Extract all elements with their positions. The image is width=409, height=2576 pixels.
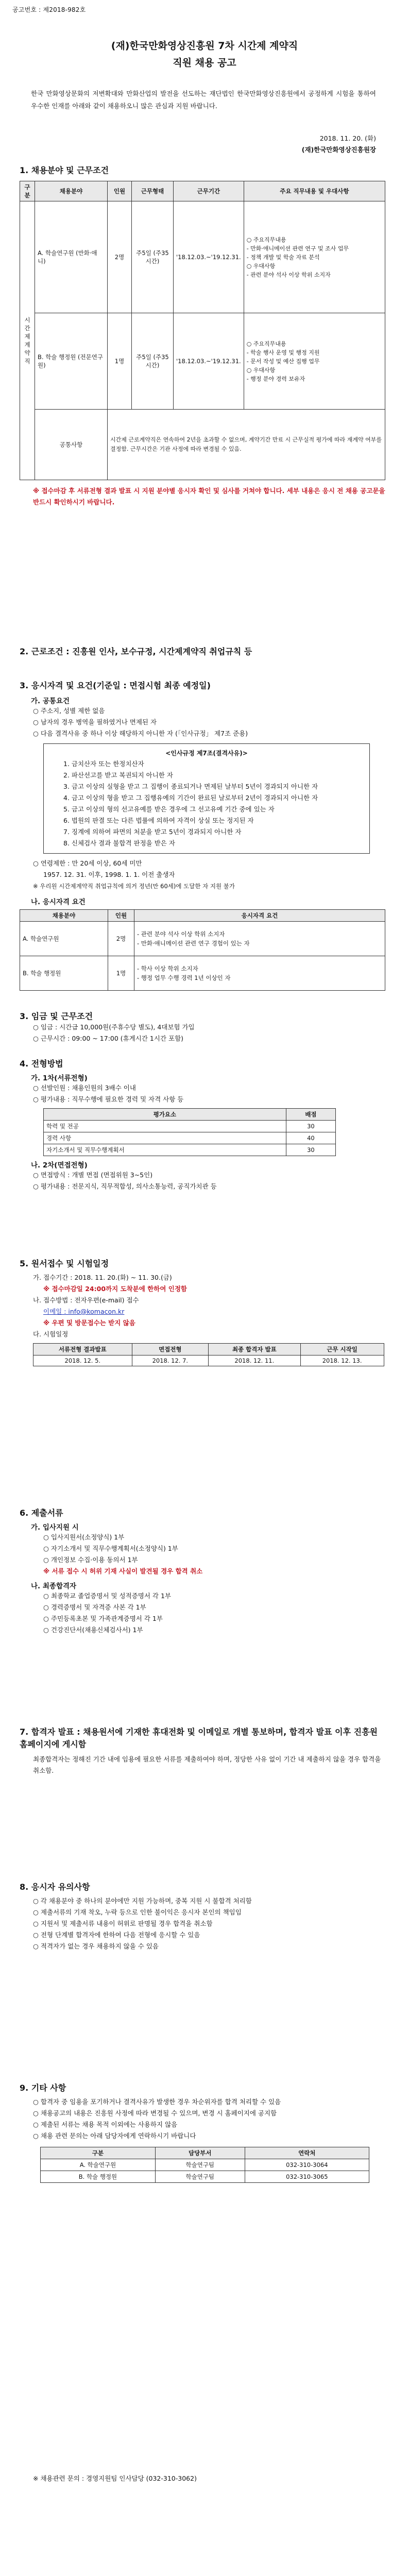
- apply-email-link[interactable]: 이메일 : info@komacon.kr: [43, 1308, 125, 1315]
- count-cell: 1명: [108, 956, 134, 991]
- section-wage: [20, 1010, 385, 1044]
- requirement-item: ○ 남자의 경우 병역을 필하였거나 면제된 자: [33, 718, 157, 726]
- section-7-text: 최종합격자는 정해진 기간 내에 임용에 필요한 서류를 제출하여야 하며, 정당한 사유 없이 기간 내 제출하지 않을 경우 합격을 취소함.: [33, 1755, 381, 1774]
- footer-contact: ※ 채용관련 문의 : 경영지원팀 인사담당 (032-310-3062): [33, 2475, 197, 2482]
- eval-item-cell: 자기소개서 및 직무수행계획서: [44, 1144, 286, 1156]
- duty-cell: ○ 주요직무내용 - 만화·애니메이션 관련 연구 및 조사 업무 - 정책 개발 및 학술 자료 분석 ○ 우대사항 - 관련 분야 석사 이상 학위 소지자: [244, 201, 385, 313]
- age-line: ○ 연령제한 : 만 20세 이상, 60세 미만: [33, 859, 142, 867]
- section-4-sub-a: 가. 1차(서류전형): [31, 1074, 88, 1082]
- apply-deadline-note: ※ 접수마감일 24:00까지 도착분에 한하여 인정함: [43, 1285, 187, 1293]
- section-1: [20, 164, 385, 508]
- section-8: [20, 1880, 385, 1952]
- table-header-cell: 최종 합격자 발표: [209, 1344, 301, 1355]
- table-row: [20, 313, 385, 410]
- eval-item-cell: 학력 및 전공: [44, 1121, 286, 1132]
- section-4: [20, 1057, 385, 1192]
- requirement-table: [20, 909, 385, 991]
- duty-cell: ○ 주요직무내용 - 학술 행사 운영 및 행정 지원 - 문서 작성 및 예산 집행 업무 ○ 우대사항 - 행정 분야 경력 보유자: [244, 313, 385, 410]
- table-header-cell: 구분: [41, 2147, 156, 2159]
- table-row: [44, 1144, 336, 1156]
- other-item: ○ 채용공고의 내용은 진흥원 사정에 따라 변경될 수 있으며, 변경 시 홈페이지에 공지함: [33, 2109, 277, 2117]
- contact-table: [40, 2147, 369, 2183]
- contact-cell: A. 학술연구원: [41, 2159, 156, 2171]
- field-cell: B. 학술 행정원 (전문연구원): [35, 313, 108, 410]
- box-title: <인사규정 제7조(결격사유)>: [165, 750, 248, 757]
- section-4-sub-b: 나. 2차(면접전형): [31, 1161, 88, 1170]
- contact-cell: 학술연구팀: [155, 2171, 245, 2183]
- section-6: [20, 1506, 385, 1636]
- type-cell: 주5일 (주35시간): [132, 313, 174, 410]
- document-item: ○ 최종학교 졸업증명서 및 성적증명서 각 1부: [43, 1592, 171, 1600]
- intro-text: 한국 만화영상문화의 저변확대와 만화산업의 발전을 선도하는 재단법인 한국만화영상진흥원에서 공정하게 시험을 통하여 우수한 인재를 아래와 같이 채용하오니 많은 관심과 지원 바랍니다.: [31, 90, 376, 110]
- table-header-cell: 인원: [108, 910, 134, 922]
- count-cell: 2명: [108, 201, 132, 313]
- section-8-title: 8. 응시자 유의사항: [20, 1882, 90, 1892]
- screening-line: ○ 평가내용 : 직무수행에 필요한 경력 및 자격 사항 등: [33, 1095, 184, 1103]
- age-sub: 1957. 12. 31. 이후, 1998. 1. 1. 이전 출생자: [43, 871, 175, 878]
- org-title: (재)한국만화영상진흥원 7차 시간제 계약직: [111, 40, 298, 52]
- type-cell: 주5일 (주35시간): [132, 201, 174, 313]
- table-row: [20, 922, 385, 956]
- section-6-sub-a: 가. 입사지원 시: [31, 1523, 79, 1532]
- section-5: [20, 1257, 385, 1366]
- recruit-table: [20, 181, 385, 480]
- table-header-cell: 구분: [20, 181, 35, 201]
- disqualification-box: [43, 743, 370, 854]
- section-4-title: 4. 전형방법: [20, 1059, 63, 1069]
- contact-cell: 032-310-3064: [245, 2159, 369, 2171]
- table-header-cell: 채용분야: [20, 910, 108, 922]
- eval-score-cell: 30: [286, 1144, 335, 1156]
- other-item: ○ 합격자 중 임용을 포기하거나 결격사유가 발생한 경우 차순위자를 합격 처리할 수 있음: [33, 2098, 281, 2106]
- section-wage-title: 3. 임금 및 근무조건: [20, 1011, 93, 1021]
- field-cell: A. 학술연구원 (만화·애니): [35, 201, 108, 313]
- table-header-cell: 서류전형 결과발표: [33, 1344, 132, 1355]
- schedule-value-cell: 2018. 12. 13.: [300, 1355, 384, 1366]
- section-9: [20, 2081, 385, 2183]
- caution-item: ○ 지원서 및 제출서류 내용이 허위로 판명될 경우 합격을 취소함: [33, 1920, 213, 1927]
- section-5-title: 5. 원서접수 및 시험일정: [20, 1259, 109, 1268]
- table-header-cell: 근무 시작일: [300, 1344, 384, 1355]
- caution-item: ○ 적격자가 없는 경우 채용하지 않을 수 있음: [33, 1942, 159, 1950]
- footer: [20, 2473, 385, 2484]
- requirement-item: ○ 주소지, 성별 제한 없음: [33, 707, 105, 715]
- disqualification-item: 2. 파산선고를 받고 복권되지 아니한 자: [63, 771, 173, 779]
- requirement-cell: - 학사 이상 학위 소지자 - 행정 업무 수행 경력 1년 이상인 자: [134, 956, 385, 991]
- disqualification-item: 8. 신체검사 결과 불합격 판정을 받은 자: [63, 839, 175, 847]
- wage-line: ○ 임금 : 시간급 10,000원(주휴수당 별도), 4대보험 가입: [33, 1023, 195, 1031]
- contact-cell: 032-310-3065: [245, 2171, 369, 2183]
- notice-date: 2018. 11. 20. (화): [319, 134, 376, 142]
- section-6-note: ※ 서류 접수 시 허위 기재 사실이 발견될 경우 합격 취소: [43, 1567, 203, 1575]
- table-header-cell: 면접전형: [132, 1344, 208, 1355]
- table-row: [44, 1121, 336, 1132]
- period-cell: '18.12.03.~'19.12.31.: [174, 313, 244, 410]
- disqualification-item: 6. 법원의 판결 또는 다른 법률에 의하여 자격이 상실 또는 정지된 자: [63, 817, 254, 824]
- common-label: 공통사항: [35, 410, 108, 480]
- contact-cell: B. 학술 행정원: [41, 2171, 156, 2183]
- common-text: 시간제 근로계약직은 연속하여 2년을 초과할 수 없으며, 계약기간 만료 시 근무실적 평가에 따라 재계약 여부를 결정함. 근무시간은 기관 사정에 따라 변경될 수 있음.: [108, 410, 385, 480]
- common-row: [20, 410, 385, 480]
- table-header-cell: 주요 직무내용 및 우대사항: [244, 181, 385, 201]
- disqualification-item: 3. 금고 이상의 실형을 받고 그 집행이 종료되거나 면제된 날부터 5년이 경과되지 아니한 자: [63, 783, 318, 790]
- document-item: ○ 건강진단서(채용신체검사서) 1부: [43, 1626, 143, 1634]
- section-1-title: 1. 채용분야 및 근무조건: [20, 165, 109, 175]
- contact-cell: 학술연구팀: [155, 2159, 245, 2171]
- interview-line: ○ 평가내용 : 전문지식, 직무적합성, 의사소통능력, 공직가치관 등: [33, 1182, 217, 1190]
- section-6-title: 6. 제출서류: [20, 1508, 63, 1518]
- section-7-title: 7. 합격자 발표 : 채용원서에 기재한 휴대전화 및 이메일로 개별 통보하며, 합격자 발표 이후 진흥원 홈페이지에 게시함: [20, 1727, 378, 1749]
- caution-item: ○ 전형 단계별 합격자에 한하여 다음 전형에 응시할 수 있음: [33, 1931, 200, 1939]
- evaluation-table: [43, 1108, 336, 1156]
- eval-score-cell: 40: [286, 1132, 335, 1144]
- section-2-title: 2. 근로조건 : 진흥원 인사, 보수규정, 시간제계약직 취업규칙 등: [20, 647, 252, 656]
- table-row: [41, 2159, 369, 2171]
- schedule-value-cell: 2018. 12. 7.: [132, 1355, 208, 1366]
- disqualification-item: 4. 금고 이상의 형을 받고 그 집행유예의 기간이 완료된 날로부터 2년이 경과되지 아니한 자: [63, 794, 318, 802]
- notice-number: 공고번호 : 제2018-982호: [12, 6, 86, 13]
- table-header-cell: 채용분야: [35, 181, 108, 201]
- field-cell: A. 학술연구원: [20, 922, 108, 956]
- schedule-value-cell: 2018. 12. 5.: [33, 1355, 132, 1366]
- document-item: ○ 입사지원서(소정양식) 1부: [43, 1533, 125, 1541]
- notice-title: [0, 38, 409, 69]
- interview-line: ○ 면접방식 : 개별 면접 (면접위원 3~5인): [33, 1171, 153, 1179]
- other-item: ○ 채용 관련 문의는 아래 담당자에게 연락하시기 바랍니다: [33, 2132, 196, 2140]
- schedule-label: 다. 시험일정: [33, 1330, 69, 1338]
- section-1-note: ※ 접수마감 후 서류전형 결과 발표 시 지원 분야별 응시자 확인 및 심사를 거쳐야 합니다. 세부 내용은 응시 전 채용 공고문을 반드시 확인하시기 바랍니다.: [33, 487, 385, 506]
- signer: (재)한국만화영상진흥원장: [301, 146, 376, 154]
- disqualification-item: 5. 금고 이상의 형의 선고유예를 받은 경우에 그 선고유예 기간 중에 있는 자: [63, 805, 275, 813]
- field-cell: B. 학술 행정원: [20, 956, 108, 991]
- count-cell: 1명: [108, 313, 132, 410]
- section-3-sub-a: 가. 공통요건: [31, 697, 70, 705]
- table-row: [44, 1132, 336, 1144]
- sub-title: 직원 채용 공고: [173, 57, 236, 69]
- schedule-value-cell: 2018. 12. 11.: [209, 1355, 301, 1366]
- age-note: ※ 우리원 시간제계약직 취업규칙에 의거 정년(만 60세)에 도달한 자 지원 불가: [33, 883, 235, 890]
- eval-item-cell: 경력 사항: [44, 1132, 286, 1144]
- date-signer: [302, 133, 376, 156]
- disqualification-item: 7. 징계에 의하여 파면의 처분을 받고 5년이 경과되지 아니한 자: [63, 828, 242, 836]
- count-cell: 2명: [108, 922, 134, 956]
- caution-item: ○ 제출서류의 기재 착오, 누락 등으로 인한 불이익은 응시자 본인의 책임임: [33, 1908, 242, 1916]
- table-header-cell: 평가요소: [44, 1109, 286, 1121]
- document-item: ○ 개인정보 수집·이용 동의서 1부: [43, 1556, 138, 1564]
- wage-line: ○ 근무시간 : 09:00 ~ 17:00 (휴게시간 1시간 포함): [33, 1035, 184, 1042]
- section-3: [20, 679, 385, 991]
- disqualification-item: 1. 금치산자 또는 한정치산자: [63, 760, 144, 768]
- caution-item: ○ 각 채용분야 중 하나의 분야에만 지원 가능하며, 중복 지원 시 불합격 처리함: [33, 1897, 252, 1905]
- table-row: [41, 2171, 369, 2183]
- section-3-title: 3. 응시자격 및 요건(기준일 : 면접시험 최종 예정일): [20, 681, 211, 690]
- section-7: [20, 1726, 385, 1776]
- document-item: ○ 주민등록초본 및 가족관계증명서 각 1부: [43, 1615, 163, 1622]
- table-header-cell: 근무형태: [132, 181, 174, 201]
- apply-period: 가. 접수기간 : 2018. 11. 20.(화) ~ 11. 30.(금): [33, 1274, 172, 1281]
- table-header-cell: 담당부서: [155, 2147, 245, 2159]
- apply-red-note: ※ 우편 및 방문접수는 받지 않음: [43, 1319, 135, 1327]
- requirement-item: ○ 다음 결격사유 중 하나 이상 해당하지 아니한 자 (「인사규정」 제7조 준용): [33, 730, 248, 737]
- section-2: [20, 645, 385, 657]
- requirement-cell: - 관련 분야 석사 이상 학위 소지자 - 만화·애니메이션 관련 연구 경험이 있는 자: [134, 922, 385, 956]
- table-header-cell: 연락처: [245, 2147, 369, 2159]
- table-header-cell: 응시자격 요건: [134, 910, 385, 922]
- other-item: ○ 제출된 서류는 채용 목적 이외에는 사용하지 않음: [33, 2121, 178, 2128]
- table-header-cell: 인원: [108, 181, 132, 201]
- section-9-title: 9. 기타 사항: [20, 2083, 66, 2093]
- document-item: ○ 경력증명서 및 자격증 사본 각 1부: [43, 1603, 146, 1611]
- eval-score-cell: 30: [286, 1121, 335, 1132]
- screening-line: ○ 선발인원 : 채용인원의 3배수 이내: [33, 1084, 136, 1092]
- period-cell: '18.12.03.~'19.12.31.: [174, 201, 244, 313]
- table-row: [20, 956, 385, 991]
- section-3-sub-b: 나. 응시자격 요건: [31, 898, 86, 906]
- schedule-table: [33, 1343, 384, 1366]
- apply-method: 나. 접수방법 : 전자우편(e-mail) 접수: [33, 1296, 139, 1304]
- group-label-cell: 시간제계약직: [20, 201, 35, 480]
- table-header-cell: 배점: [286, 1109, 335, 1121]
- table-header-cell: 근무기간: [174, 181, 244, 201]
- document-item: ○ 자기소개서 및 직무수행계획서(소정양식) 1부: [43, 1545, 178, 1552]
- section-6-sub-b: 나. 최종합격자: [31, 1582, 77, 1590]
- table-row: [20, 201, 385, 313]
